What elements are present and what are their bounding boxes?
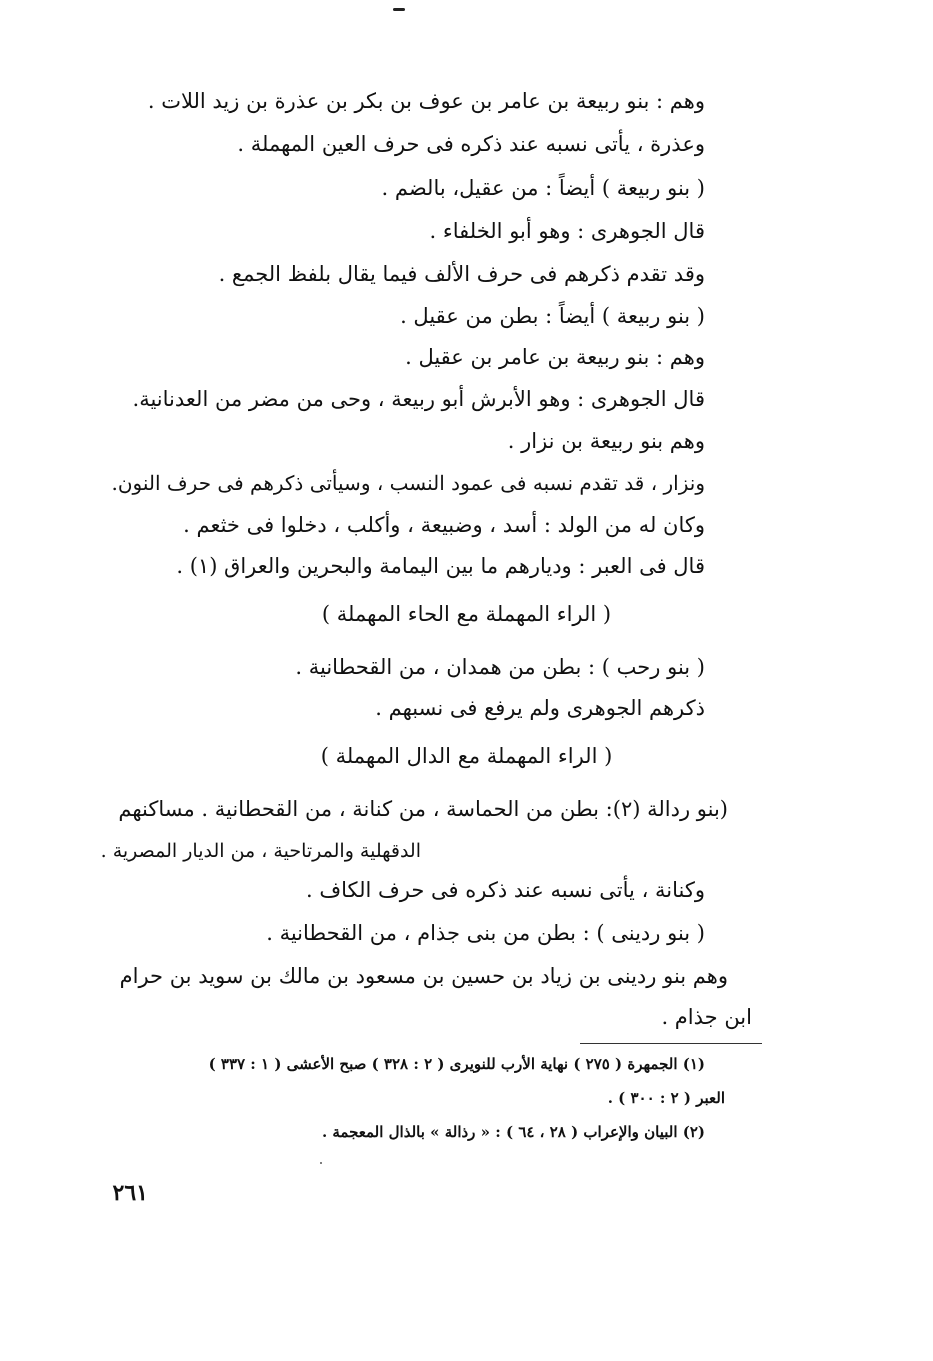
footnote-1-line-2: العبر ( ٢ : ٣٠٠ ) . — [607, 1089, 725, 1107]
footnote-1-line-1: (١) الجمهرة ( ٢٧٥ ) نهاية الأرب للنويرى ( ٢ : ٣٢٨ ) صبح الأعشى ( ١ : ٣٣٧ ) — [208, 1055, 705, 1073]
section-1-line-1: ( بنو رحب ) : بطن من همدان ، من القحطانية . — [295, 655, 705, 679]
section-2-kinana-line: وكنانة ، يأتى نسبه عند ذكره فى حرف الكاف . — [306, 878, 705, 902]
body-line-2: وعذرة ، يأتى نسبه عند ذكره فى حرف العين المهملة . — [237, 132, 705, 156]
body-line-1: وهم : بنو ربيعة بن عامر بن عوف بن بكر بن عذرة بن زيد اللات . — [147, 89, 705, 113]
section-2-radala-line-2: الدقهلية والمرتاحية ، من الديار المصرية . — [100, 840, 421, 862]
body-line-8: قال الجوهرى : وهو الأبرش أبو ربيعة ، وحى من مضر من العدنانية. — [132, 387, 705, 411]
page-number: ٢٦١ — [112, 1180, 148, 1206]
body-line-11: وكان له من الولد : أسد ، وضبيعة ، وأكلب ، دخلوا فى خثعم . — [183, 513, 705, 537]
section-2-radini-lineage-line-2: ابن جذام . — [661, 1005, 752, 1029]
top-ink-mark — [393, 8, 405, 11]
body-line-6: ( بنو ربيعة ) أيضاً : بطن من عقيل . — [400, 304, 705, 328]
section-2-radala-line-1: (بنو ردالة (٢): بطن من الحماسة ، من كنانة ، من القحطانية . مساكنهم — [118, 797, 728, 821]
body-line-3: ( بنو ربيعة ) أيضاً : من عقيل، بالضم . — [381, 176, 705, 200]
body-line-5: وقد تقدم ذكرهم فى حرف الألف فيما يقال بلفظ الجمع . — [218, 262, 705, 286]
footnote-separator — [580, 1043, 762, 1044]
section-1-line-2: ذكرهم الجوهرى ولم يرفع فى نسبهم . — [375, 696, 705, 720]
body-line-10: ونزار ، قد تقدم نسبه فى عمود النسب ، وسيأتى ذكرهم فى حرف النون. — [111, 471, 705, 495]
body-line-4: قال الجوهرى : وهو أبو الخلفاء . — [429, 219, 705, 243]
footnote-2-line: (٢) البيان والإعراب ( ٢٨ ، ٦٤ ) : « رذالة » بالذال المعجمة . — [321, 1123, 705, 1141]
section-2-radini-line: ( بنو ردينى ) : بطن من بنى جذام ، من القحطانية . — [266, 921, 705, 945]
body-line-7: وهم : بنو ربيعة بن عامر بن عقيل . — [405, 345, 705, 369]
body-line-12: قال فى العبر : وديارهم ما بين اليمامة والبحرين والعراق (١) . — [176, 554, 705, 578]
section-heading-ra-dal: ( الراء المهملة مع الدال المهملة ) — [320, 744, 613, 768]
ink-speck — [320, 1162, 322, 1164]
body-line-9: وهم بنو ربيعة بن نزار . — [507, 429, 705, 453]
section-heading-ra-ha: ( الراء المهملة مع الحاء المهملة ) — [321, 602, 612, 626]
section-2-radini-lineage-line-1: وهم بنو ردينى بن زياد بن حسين بن مسعود بن مالك بن سويد بن حرام — [119, 964, 728, 988]
